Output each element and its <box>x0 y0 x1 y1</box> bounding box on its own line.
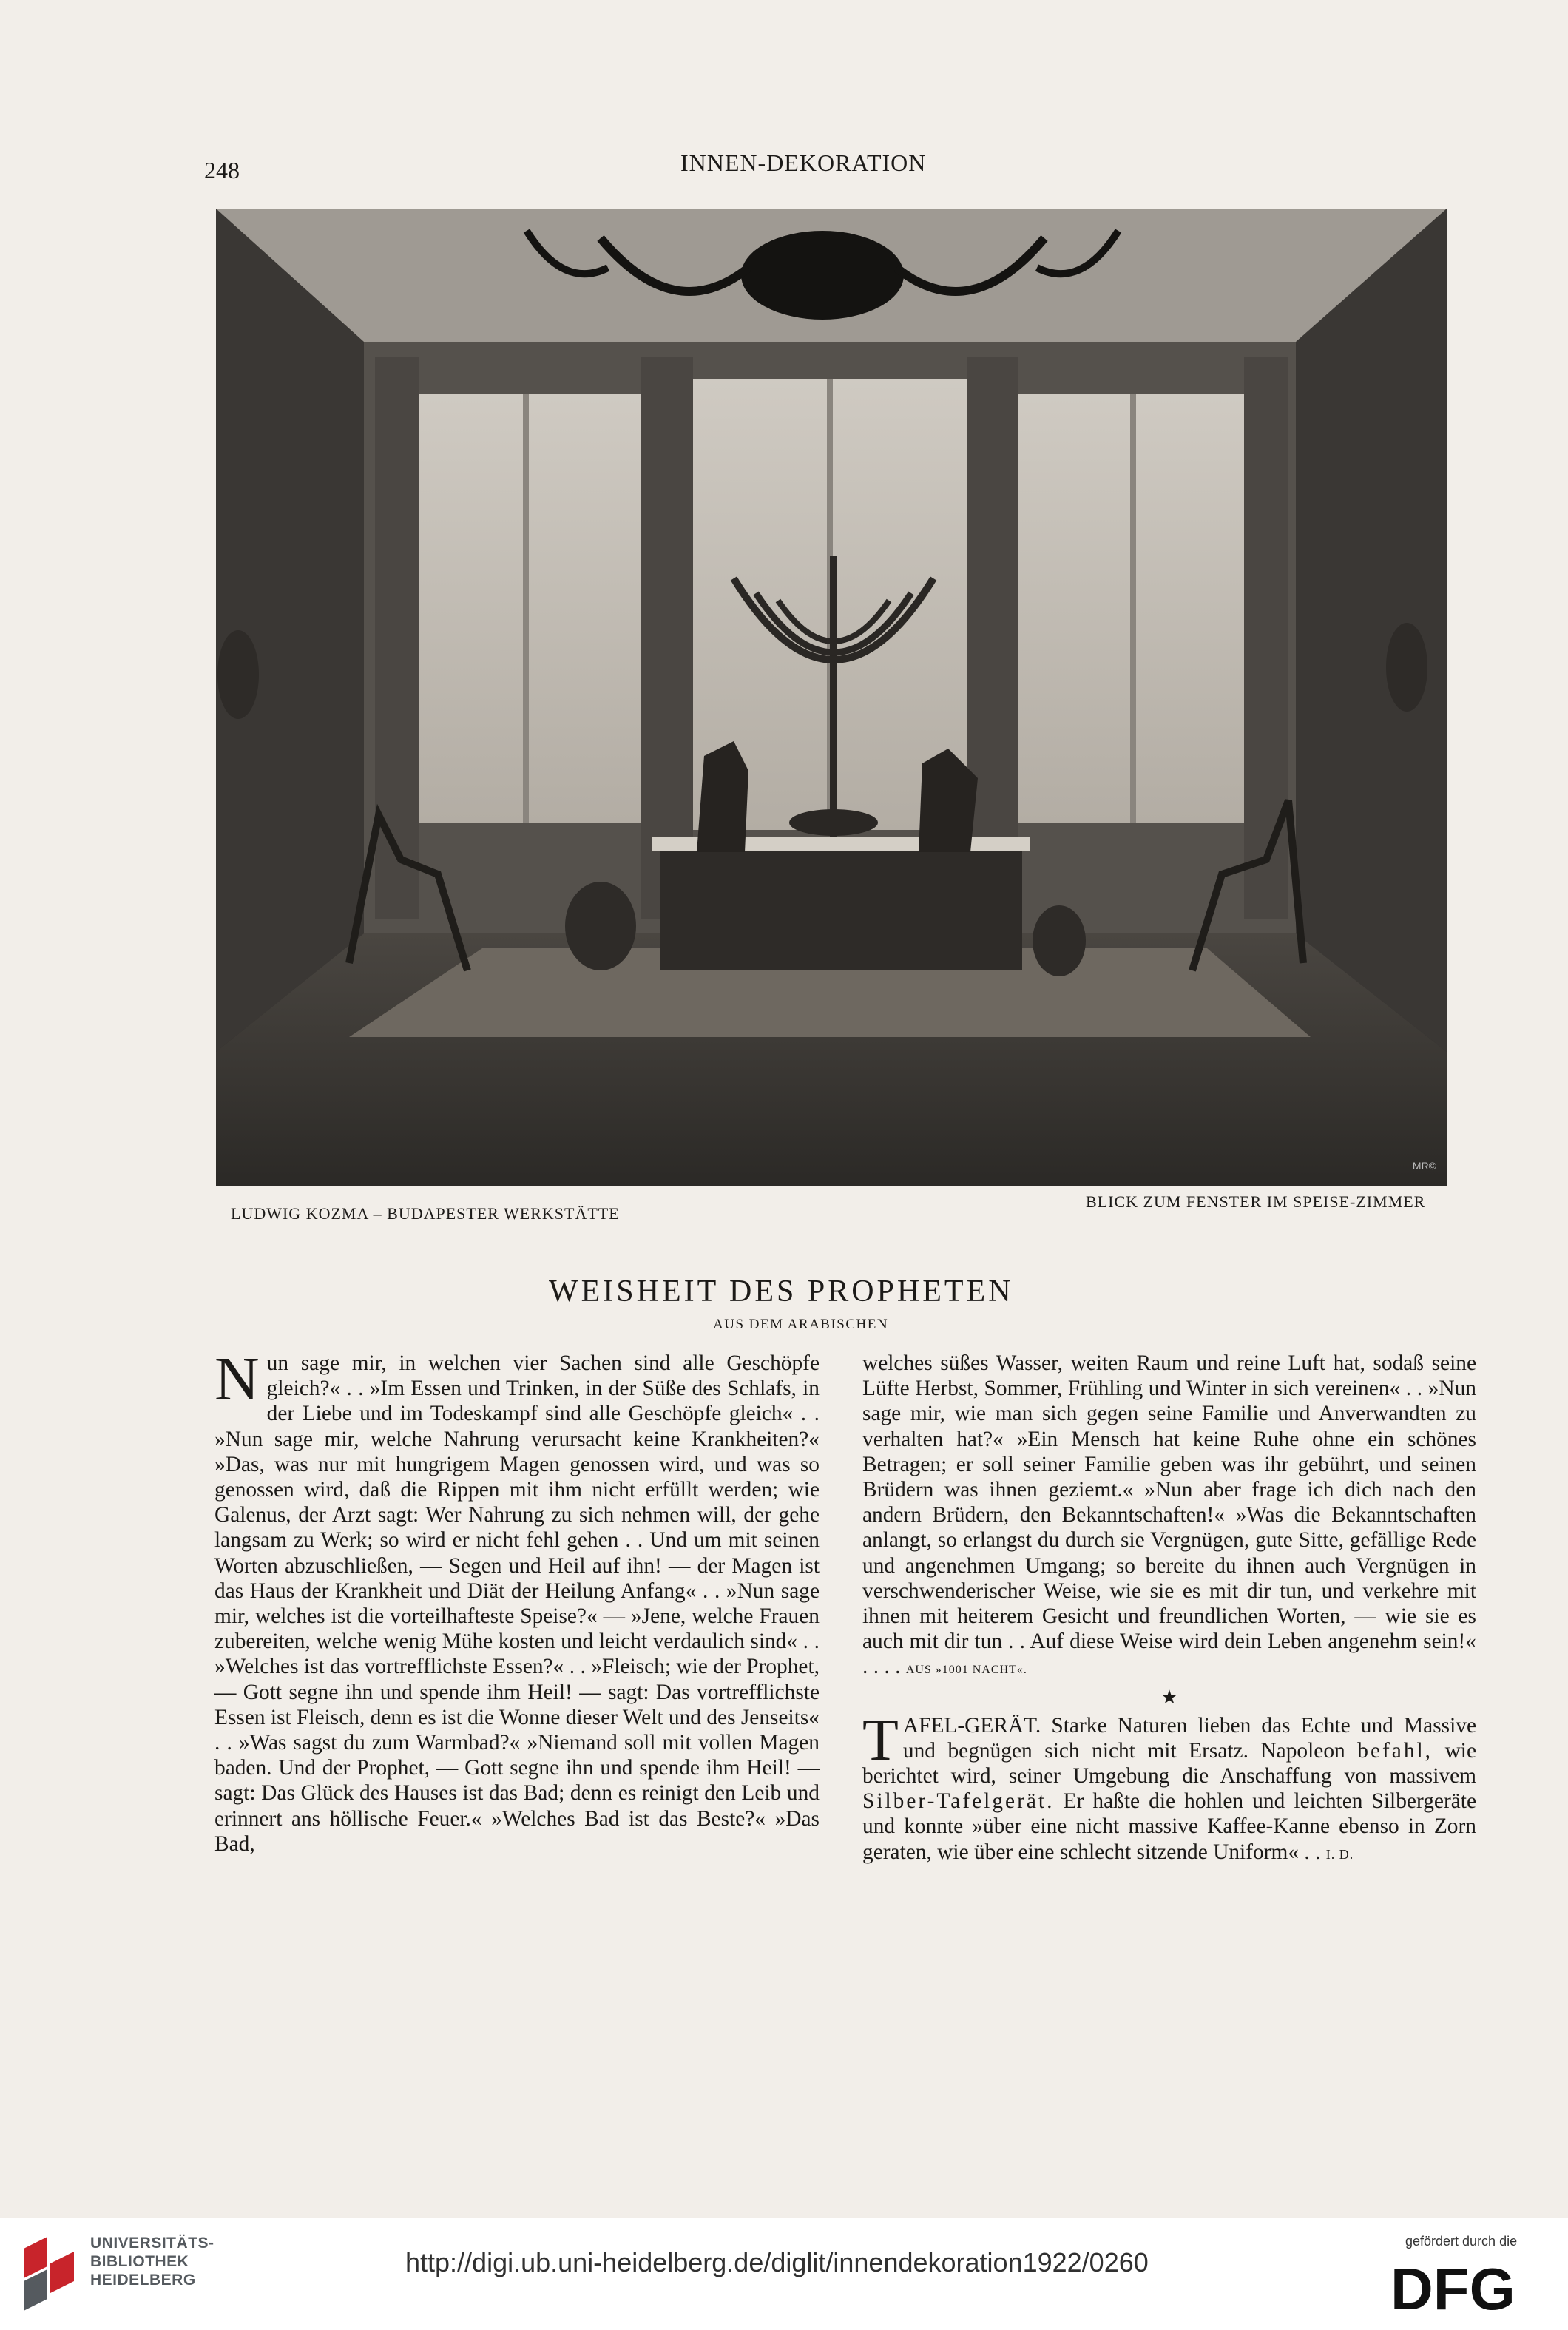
library-name <box>90 2234 214 2289</box>
page-number: 248 <box>204 157 240 183</box>
dfg-logo-icon <box>1390 2258 1538 2317</box>
notice-drop-cap: T <box>862 1707 899 1773</box>
notice-emphasis-2: Silber-Tafelgerät. <box>862 1789 1055 1814</box>
right-column-text: welches süßes Wasser, weiten Raum und reine Luft hat, sodaß seine Lüfte Herbst, Sommer, Frühling und Winter in sich vereinen« . . »Nun sage mir, wie man sich gegen seine Familie und Anverwandten zu verhalten hat?« »Ein Mensch hat keine Ruhe ohne ein schönes Betragen; er soll seiner Familie geben was ihr gebührt, und seinen Brüdern was ihnen geziemt.« »Nun aber frage ich dich nach den andern Brüdern, den Bekanntschaften!« »Was die Bekanntschaften anlangt, so erlangst du durch sie Vergnügen, gute Sitte, gefällige Rede und angenehmen Umgang; so bereite du ihnen auch Vergnügen in verschwenderischer Weise, wie sie es mit dir tun, und verkehre mit ihnen mit heiterem Gesicht und freundlichen Worten, — wie sie es auch mit dir tun . . Auf diese Weise wird dein Leben angenehm sein!« . . . . <box>862 1351 1476 1679</box>
article-title: WEISHEIT DES PROPHETEN <box>549 1274 1014 1308</box>
tafel-geraet-notice <box>862 1707 1476 1867</box>
article-column-left <box>214 1345 820 1857</box>
dfg-logo-text: DFG <box>1390 2258 1515 2317</box>
article-column-right <box>862 1351 1476 1867</box>
caption-left: LUDWIG KOZMA – BUDAPESTER WERKSTÄTTE <box>231 1204 620 1223</box>
funded-by-label: gefördert durch die <box>1405 2234 1518 2249</box>
library-line: BIBLIOTHEK <box>90 2253 189 2270</box>
interior-photo-illustration <box>216 209 1447 1186</box>
running-title: INNEN-DEKORATION <box>680 149 927 176</box>
notice-emphasis-1: befahl, <box>1357 1738 1433 1763</box>
star-divider: ★ <box>1160 1686 1178 1708</box>
notice-heading: AFEL-GERÄT. <box>902 1713 1041 1738</box>
interior-photo <box>216 209 1447 1186</box>
library-line: UNIVERSITÄTS- <box>90 2235 214 2252</box>
photo-signature: MR© <box>1412 1160 1436 1172</box>
left-column-text: un sage mir, in welchen vier Sachen sind alle Geschöpfe gleich?« . . »Im Essen und Trinken, in der Süße des Schlafs, in der Liebe und im Todeskampf sind alle Geschöpfe gleich« . . »Nun sage mir, welche Nahrung verursacht keine Krankheiten?« »Das, was nur mit hungrigem Magen genossen wird, und was so genossen wird, daß die Rippen mit ihm nicht erfüllt werden; wie Galenus, der Arzt sagt: Wer Nahrung zu sich nehmen will, der gehe langsam zu Werk; so wird er nicht fehl gehen . . Und um mit seinen Worten abzuschließen, — Segen und Heil auf ihn! — der Magen ist das Haus der Krankheit und Diät der Heilung Anfang« . . »Nun sage mir, welches ist die vorteilhafteste Speise?« — »Jene, welche Frauen zubereiten, welche wenig Mühe kosten und leicht verdaulich sind« . . »Welches ist das vortrefflichste Essen?« . . »Fleisch; wie der Prophet, — Gott segne ihn und spende ihm Heil! — sagt: Das vortrefflichste Essen ist Fleisch, denn es ist die Wonne dieser Welt und des Jenseits« . . »Was sagst du zum Warmbad?« »Niemand soll mit vollen Magen baden. Und der Prophet, — Gott segne ihn und spende ihm Heil! — sagt: Das Glück des Hauses ist das Bad; denn es reinigt den Leib und erinnert ans höllische Feuer.« »Welches Bad ist das Beste?« »Das Bad, <box>214 1351 820 1856</box>
digitization-url-link[interactable]: http://digi.ub.uni-heidelberg.de/diglit/innendekoration1922/0260 <box>405 2247 1149 2277</box>
notice-text-1: Starke Naturen lieben das Echte und Massive und begnügen sich nicht mit Ersatz. Napoleon <box>902 1713 1476 1763</box>
notice-text-3: Er haßte die hohlen und leichten Silbergeräte und konnte »über eine nicht massive Kaffee-Kanne ebenso in Zorn geraten, wie über eine schlecht sitzende Uniform« . . <box>862 1789 1476 1864</box>
caption-right: BLICK ZUM FENSTER IM SPEISE-ZIMMER <box>1086 1192 1426 1211</box>
drop-cap: N <box>214 1345 260 1414</box>
notice-text-2: wie berichtet wird, seiner Umgebung die Anschaffung von massivem <box>862 1738 1476 1789</box>
digitization-footer <box>0 2218 1568 2330</box>
notice-initials: I. D. <box>1325 1846 1354 1862</box>
article-subtitle: AUS DEM ARABISCHEN <box>713 1317 889 1332</box>
library-line: HEIDELBERG <box>90 2272 196 2289</box>
university-library-logo-icon <box>18 2234 81 2315</box>
source-note: AUS »1001 NACHT«. <box>905 1664 1027 1677</box>
